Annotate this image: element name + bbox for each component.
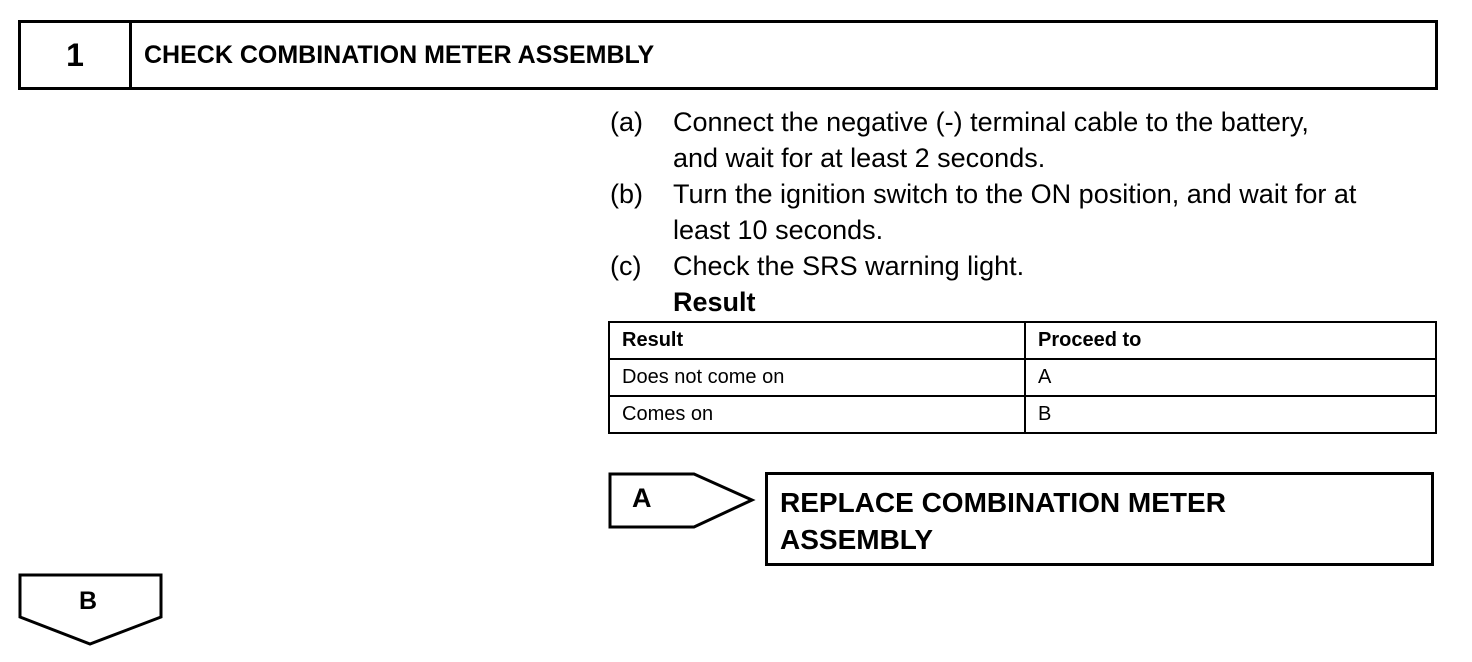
instruction-line: Connect the negative (-) terminal cable to the battery, xyxy=(673,107,1309,137)
table-header-cell: Result xyxy=(609,322,1025,359)
result-heading: Result xyxy=(673,287,756,317)
table-cell: Does not come on xyxy=(609,359,1025,396)
instruction-item-b xyxy=(610,176,1450,248)
branch-a-label: A xyxy=(632,483,652,513)
table-row xyxy=(609,396,1436,433)
instruction-line: Check the SRS warning light. xyxy=(673,251,1025,281)
instruction-label: (a) xyxy=(610,107,643,137)
step-title: CHECK COMBINATION METER ASSEMBLY xyxy=(144,40,655,69)
instruction-text xyxy=(673,104,1450,176)
table-cell: B xyxy=(1025,396,1436,433)
instruction-item-c xyxy=(610,248,1450,284)
table-row xyxy=(609,359,1436,396)
branch-b-label: B xyxy=(79,587,98,615)
instruction-line: Turn the ignition switch to the ON position, and wait for at xyxy=(673,179,1357,209)
instruction-text xyxy=(673,248,1450,284)
instructions-list xyxy=(610,104,1450,320)
step-number: 1 xyxy=(21,23,132,87)
instruction-label: (b) xyxy=(610,179,643,209)
branch-b-arrow xyxy=(18,573,164,647)
instruction-line: and wait for at least 2 seconds. xyxy=(673,143,1046,173)
instruction-line: least 10 seconds. xyxy=(673,215,884,245)
branch-a-arrow xyxy=(608,471,758,531)
action-line: ASSEMBLY xyxy=(780,524,934,555)
table-cell: Comes on xyxy=(609,396,1025,433)
action-line: REPLACE COMBINATION METER xyxy=(780,487,1226,518)
instruction-item-a xyxy=(610,104,1450,176)
step-header xyxy=(18,20,1438,90)
table-header-row xyxy=(609,322,1436,359)
table-header-cell: Proceed to xyxy=(1025,322,1436,359)
branch-a-action xyxy=(765,472,1434,566)
result-table xyxy=(608,321,1437,434)
instruction-text xyxy=(673,176,1450,248)
right-arrow-icon xyxy=(608,471,758,531)
table-cell: A xyxy=(1025,359,1436,396)
instruction-label: (c) xyxy=(610,251,642,281)
